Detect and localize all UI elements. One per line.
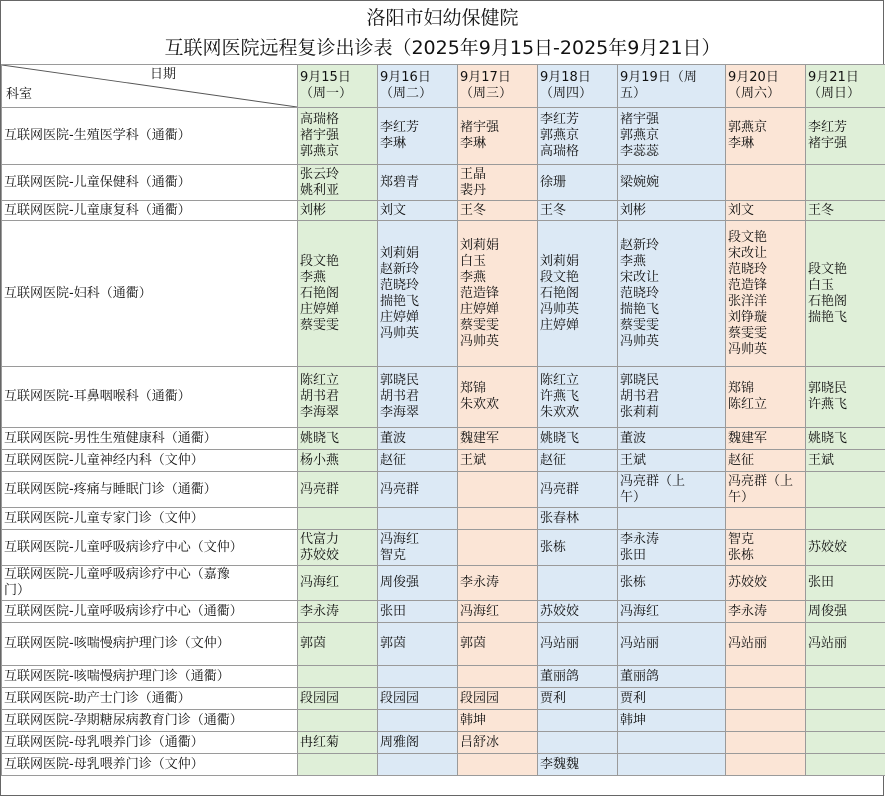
doctor-cell: 段园园: [298, 688, 378, 710]
doctor-cell: [458, 530, 538, 566]
doctor-cell: 董丽鸽: [618, 666, 726, 688]
doctor-cell: 王冬: [806, 201, 885, 221]
department-cell: 互联网医院-咳喘慢病护理门诊（通衢）: [2, 666, 298, 688]
department-cell: 互联网医院-生殖医学科（通衢）: [2, 108, 298, 165]
doctor-cell: 段文艳 宋改让 范晓玲 范造锋 张洋洋 刘铮璇 蔡雯雯 冯帅英: [726, 221, 806, 367]
doctor-cell: 苏姣姣: [538, 601, 618, 623]
doctor-cell: [726, 688, 806, 710]
date-axis-label: 日期: [150, 67, 177, 82]
doctor-cell: 梁婉婉: [618, 165, 726, 201]
doctor-cell: 赵征: [726, 450, 806, 472]
doctor-cell: 郭晓民 胡书君 李海翠: [378, 367, 458, 428]
department-cell: 互联网医院-儿童呼吸病诊疗中心（通衢）: [2, 601, 298, 623]
doctor-cell: [806, 754, 885, 776]
department-cell: 互联网医院-妇科（通衢）: [2, 221, 298, 367]
doctor-cell: 王斌: [618, 450, 726, 472]
doctor-cell: [726, 732, 806, 754]
doctor-cell: 冯海红: [618, 601, 726, 623]
department-cell: 互联网医院-儿童专家门诊（文仲）: [2, 508, 298, 530]
doctor-cell: 苏姣姣: [806, 530, 885, 566]
table-row: [2, 221, 885, 367]
corner-header-cell: [2, 65, 298, 108]
doctor-cell: [378, 710, 458, 732]
doctor-cell: 魏建军: [458, 428, 538, 450]
doctor-cell: 冯亮群（上 午）: [618, 472, 726, 508]
doctor-cell: 魏建军: [726, 428, 806, 450]
doctor-cell: 张栋: [538, 530, 618, 566]
doctor-cell: 冯海红 智克: [378, 530, 458, 566]
doctor-cell: 褚宇强 郭燕京 李蕊蕊: [618, 108, 726, 165]
doctor-cell: [298, 666, 378, 688]
doctor-cell: 褚宇强 李琳: [458, 108, 538, 165]
department-cell: 互联网医院-儿童神经内科（文仲）: [2, 450, 298, 472]
day-header-5: 9月19日（周 五）: [618, 65, 726, 108]
department-cell: 互联网医院-儿童保健科（通衢）: [2, 165, 298, 201]
doctor-cell: 陈红立 胡书君 李海翠: [298, 367, 378, 428]
doctor-cell: [298, 508, 378, 530]
schedule-table: [1, 64, 885, 776]
doctor-cell: 李永涛: [298, 601, 378, 623]
doctor-cell: 周雅阁: [378, 732, 458, 754]
doctor-cell: 刘彬: [298, 201, 378, 221]
table-row: [2, 566, 885, 601]
table-row: [2, 165, 885, 201]
doctor-cell: 李红芳 褚宇强: [806, 108, 885, 165]
doctor-cell: 赵征: [538, 450, 618, 472]
doctor-cell: 郑锦 陈红立: [726, 367, 806, 428]
doctor-cell: 王冬: [538, 201, 618, 221]
table-row: [2, 108, 885, 165]
doctor-cell: [806, 666, 885, 688]
doctor-cell: 姚晓飞: [806, 428, 885, 450]
table-row: [2, 688, 885, 710]
doctor-cell: 李永涛: [726, 601, 806, 623]
doctor-cell: [458, 472, 538, 508]
doctor-cell: 郭燕京 李琳: [726, 108, 806, 165]
table-row: [2, 710, 885, 732]
table-row: [2, 508, 885, 530]
doctor-cell: 冯亮群（上 午）: [726, 472, 806, 508]
doctor-cell: 刘莉娟 赵新玲 范晓玲 揣艳飞 庄婷婵 冯帅英: [378, 221, 458, 367]
doctor-cell: 郭茵: [298, 623, 378, 666]
doctor-cell: 董波: [378, 428, 458, 450]
doctor-cell: 冉红菊: [298, 732, 378, 754]
doctor-cell: 王晶 裴丹: [458, 165, 538, 201]
doctor-cell: 张云玲 姚利亚: [298, 165, 378, 201]
table-row: [2, 450, 885, 472]
doctor-cell: 冯亮群: [538, 472, 618, 508]
doctor-cell: 周俊强: [378, 566, 458, 601]
doctor-cell: 冯站丽: [538, 623, 618, 666]
doctor-cell: [806, 472, 885, 508]
doctor-cell: 贾利: [618, 688, 726, 710]
department-cell: 互联网医院-咳喘慢病护理门诊（文仲）: [2, 623, 298, 666]
department-cell: 互联网医院-儿童康复科（通衢）: [2, 201, 298, 221]
doctor-cell: [806, 508, 885, 530]
table-row: [2, 623, 885, 666]
department-cell: 互联网医院-孕期糖尿病教育门诊（通衢）: [2, 710, 298, 732]
department-axis-label: 科室: [6, 87, 33, 102]
doctor-cell: 韩坤: [618, 710, 726, 732]
table-row: [2, 530, 885, 566]
doctor-cell: 李红芳 郭燕京 高瑞格: [538, 108, 618, 165]
table-row: [2, 428, 885, 450]
doctor-cell: 段园园: [378, 688, 458, 710]
doctor-cell: 郭晓民 胡书君 张莉莉: [618, 367, 726, 428]
doctor-cell: 冯站丽: [806, 623, 885, 666]
doctor-cell: 张田: [378, 601, 458, 623]
schedule-title: 互联网医院远程复诊出诊表（2025年9月15日-2025年9月21日）: [164, 37, 721, 59]
doctor-cell: [726, 666, 806, 688]
doctor-cell: 冯海红: [458, 601, 538, 623]
doctor-cell: 吕舒冰: [458, 732, 538, 754]
doctor-cell: 周俊强: [806, 601, 885, 623]
doctor-cell: 郭茵: [458, 623, 538, 666]
day-header-1: 9月15日 （周一）: [298, 65, 378, 108]
doctor-cell: 冯海红: [298, 566, 378, 601]
doctor-cell: 韩坤: [458, 710, 538, 732]
doctor-cell: 董波: [618, 428, 726, 450]
doctor-cell: [726, 165, 806, 201]
day-header-2: 9月16日 （周二）: [378, 65, 458, 108]
department-cell: 互联网医院-儿童呼吸病诊疗中心（嘉豫 门）: [2, 566, 298, 601]
day-header-6: 9月20日 （周六）: [726, 65, 806, 108]
doctor-cell: [618, 754, 726, 776]
doctor-cell: 杨小燕: [298, 450, 378, 472]
doctor-cell: 王斌: [806, 450, 885, 472]
doctor-cell: 冯亮群: [298, 472, 378, 508]
doctor-cell: [726, 508, 806, 530]
doctor-cell: 郑碧青: [378, 165, 458, 201]
doctor-cell: 刘莉娟 段文艳 石艳阁 冯帅英 庄婷婵: [538, 221, 618, 367]
table-row: [2, 732, 885, 754]
doctor-cell: 高瑞格 褚宇强 郭燕京: [298, 108, 378, 165]
doctor-cell: [806, 732, 885, 754]
doctor-cell: [726, 710, 806, 732]
doctor-cell: [618, 508, 726, 530]
doctor-cell: [538, 732, 618, 754]
doctor-cell: [806, 710, 885, 732]
doctor-cell: [458, 508, 538, 530]
department-cell: 互联网医院-母乳喂养门诊（文仲）: [2, 754, 298, 776]
hospital-name: 洛阳市妇幼保健院: [366, 7, 519, 29]
doctor-cell: 姚晓飞: [298, 428, 378, 450]
department-cell: 互联网医院-儿童呼吸病诊疗中心（文仲）: [2, 530, 298, 566]
doctor-cell: 郭晓民 许燕飞: [806, 367, 885, 428]
day-header-4: 9月18日 （周四）: [538, 65, 618, 108]
doctor-cell: 陈红立 许燕飞 朱欢欢: [538, 367, 618, 428]
header-row: [2, 65, 885, 108]
doctor-cell: 李永涛 张田: [618, 530, 726, 566]
doctor-cell: 郭茵: [378, 623, 458, 666]
doctor-cell: [378, 508, 458, 530]
doctor-cell: [458, 666, 538, 688]
day-header-3: 9月17日 （周三）: [458, 65, 538, 108]
doctor-cell: [378, 666, 458, 688]
doctor-cell: [806, 165, 885, 201]
doctor-cell: 刘彬: [618, 201, 726, 221]
doctor-cell: 张田: [806, 566, 885, 601]
doctor-cell: 代富力 苏姣姣: [298, 530, 378, 566]
doctor-cell: 王冬: [458, 201, 538, 221]
table-row: [2, 201, 885, 221]
doctor-cell: [378, 754, 458, 776]
department-cell: 互联网医院-男性生殖健康科（通衢）: [2, 428, 298, 450]
doctor-cell: 姚晓飞: [538, 428, 618, 450]
department-cell: 互联网医院-耳鼻咽喉科（通衢）: [2, 367, 298, 428]
doctor-cell: 苏姣姣: [726, 566, 806, 601]
day-header-7: 9月21日 （周日）: [806, 65, 885, 108]
doctor-cell: [538, 566, 618, 601]
doctor-cell: [618, 732, 726, 754]
doctor-cell: 刘文: [726, 201, 806, 221]
doctor-cell: 李永涛: [458, 566, 538, 601]
doctor-cell: 赵征: [378, 450, 458, 472]
table-row: [2, 367, 885, 428]
doctor-cell: 李红芳 李琳: [378, 108, 458, 165]
doctor-cell: [726, 754, 806, 776]
doctor-cell: 董丽鸽: [538, 666, 618, 688]
doctor-cell: 郑锦 朱欢欢: [458, 367, 538, 428]
table-row: [2, 472, 885, 508]
table-row: [2, 601, 885, 623]
doctor-cell: 张春林: [538, 508, 618, 530]
doctor-cell: 张栋: [618, 566, 726, 601]
title-block: [1, 1, 884, 65]
doctor-cell: 李魏魏: [538, 754, 618, 776]
doctor-cell: 冯亮群: [378, 472, 458, 508]
table-row: [2, 666, 885, 688]
doctor-cell: 段文艳 李燕 石艳阁 庄婷婵 蔡雯雯: [298, 221, 378, 367]
table-row: [2, 754, 885, 776]
doctor-cell: 贾利: [538, 688, 618, 710]
doctor-cell: 王斌: [458, 450, 538, 472]
doctor-cell: 段园园: [458, 688, 538, 710]
doctor-cell: 赵新玲 李燕 宋改让 范晓玲 揣艳飞 蔡雯雯 冯帅英: [618, 221, 726, 367]
doctor-cell: 冯站丽: [618, 623, 726, 666]
doctor-cell: 徐珊: [538, 165, 618, 201]
doctor-cell: [806, 688, 885, 710]
doctor-cell: [458, 754, 538, 776]
doctor-cell: 段文艳 白玉 石艳阁 揣艳飞: [806, 221, 885, 367]
department-cell: 互联网医院-母乳喂养门诊（通衢）: [2, 732, 298, 754]
doctor-cell: 刘莉娟 白玉 李燕 范造锋 庄婷婵 蔡雯雯 冯帅英: [458, 221, 538, 367]
doctor-cell: [538, 710, 618, 732]
doctor-cell: 刘文: [378, 201, 458, 221]
doctor-cell: [298, 754, 378, 776]
department-cell: 互联网医院-疼痛与睡眠门诊（通衢）: [2, 472, 298, 508]
department-cell: 互联网医院-助产士门诊（通衢）: [2, 688, 298, 710]
doctor-cell: 冯站丽: [726, 623, 806, 666]
doctor-cell: [298, 710, 378, 732]
doctor-cell: 智克 张栋: [726, 530, 806, 566]
